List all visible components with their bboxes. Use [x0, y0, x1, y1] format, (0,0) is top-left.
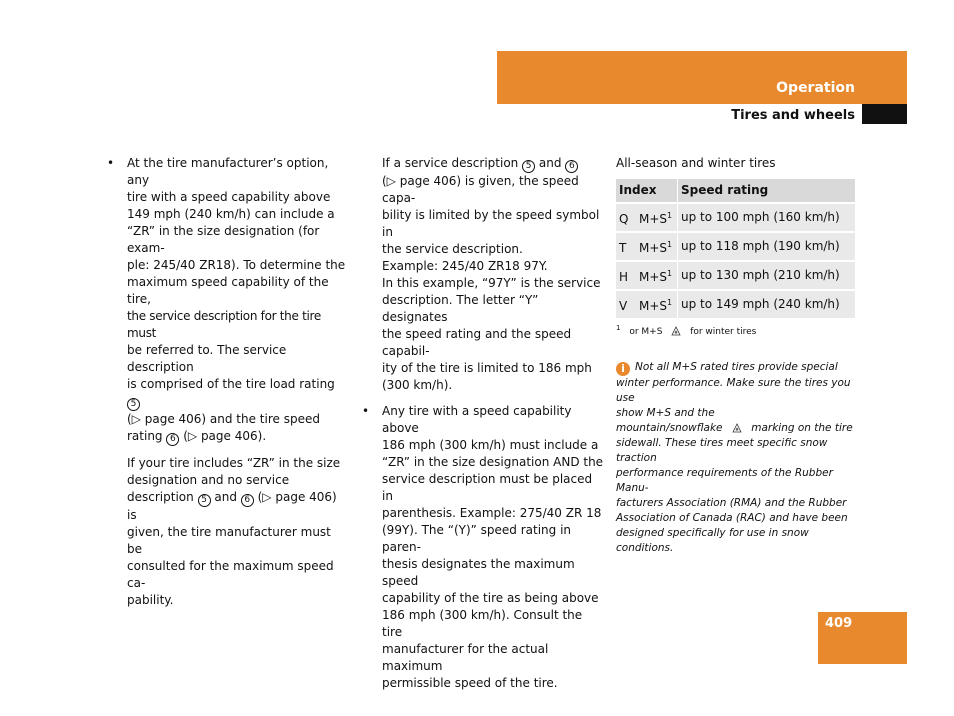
callout-5-icon: 5: [198, 494, 211, 507]
text-line: parenthesis. Example: 275/40 ZR 18: [382, 506, 602, 520]
text-line: consulted for the maximum speed ca-: [127, 559, 334, 590]
text-line: (99Y). The “(Y)” speed rating in paren-: [382, 523, 572, 554]
note-line: Not all M+S rated tires provide special: [635, 361, 838, 373]
rating-cell: up to 100 mph (160 km/h): [678, 203, 856, 232]
footnote-ref: 1: [667, 240, 673, 249]
ms-label: M+S: [639, 241, 668, 255]
ms-label: M+S: [639, 212, 668, 226]
page-number: 409: [825, 616, 853, 631]
text-line: If a service description: [382, 156, 519, 170]
note-line: marking on the tire: [751, 422, 853, 434]
subsection-title: Tires and wheels: [731, 108, 855, 123]
index-cell: [616, 290, 678, 318]
bullet-item-zr: [107, 155, 349, 609]
text-line: is comprised of the tire load rating: [127, 377, 335, 391]
note-line: winter performance. Make sure the tires you use: [616, 377, 851, 404]
page-link[interactable]: (▷ page 406) is given, the speed capa-: [382, 174, 579, 205]
note-line: facturers Association (RMA) and the Rubber: [616, 497, 847, 509]
table-row: [616, 232, 856, 261]
callout-5-icon: 5: [522, 160, 535, 173]
text-line: maximum speed capability of the tire,: [127, 275, 329, 306]
speed-code: V: [619, 299, 628, 313]
callout-6-icon: 6: [565, 160, 578, 173]
note-line: sidewall. These tires meet specific snow traction: [616, 437, 828, 464]
text-line: 186 mph (300 km/h) must include a: [382, 438, 599, 452]
text-line: description: [127, 490, 194, 504]
column-header-speed-rating: Speed rating: [678, 179, 856, 203]
note-line: Association of Canada (RAC) and have been: [616, 512, 848, 524]
text-line: 186 mph (300 km/h). Consult the tire: [382, 608, 583, 639]
text-line: and: [538, 156, 562, 170]
text-line: be referred to. The service description: [127, 343, 287, 374]
info-icon: i: [616, 362, 630, 376]
bullet-marker: •: [107, 156, 115, 170]
text-line: pability.: [127, 593, 174, 607]
footnote-ref: 1: [667, 298, 673, 307]
ms-label: M+S: [639, 270, 668, 284]
speed-rating-table: [616, 179, 856, 318]
column-header-index: Index: [616, 179, 678, 203]
column-3: [616, 155, 856, 556]
footnote-text: for winter tires: [690, 327, 757, 337]
info-note: [616, 360, 856, 556]
text-line: the service description.: [382, 242, 523, 256]
bullet-marker: •: [362, 404, 370, 418]
footnote-mark: 1: [616, 324, 621, 332]
table-footnote: [616, 322, 856, 338]
text-line: (300 km/h).: [382, 378, 453, 392]
text-line: “ZR” in the size designation AND the: [382, 455, 604, 469]
page-number-box: [818, 612, 907, 664]
text-line: the speed rating and the speed capabil-: [382, 327, 572, 358]
mountain-snowflake-icon: [671, 326, 681, 336]
footnote-text: or M+S: [629, 327, 663, 337]
index-cell: [616, 261, 678, 290]
text-line: given, the tire manufacturer must be: [127, 525, 331, 556]
text-line: service description must be placed in: [382, 472, 593, 503]
index-cell: [616, 203, 678, 232]
text-line: ple: 245/40 ZR18). To determine the: [127, 258, 346, 272]
rating-cell: up to 118 mph (190 km/h): [678, 232, 856, 261]
table-row: [616, 290, 856, 318]
paragraph: [127, 455, 349, 609]
callout-6-icon: 6: [166, 433, 179, 446]
bullet-item-zr-parenthesis: [362, 403, 604, 692]
text-line: and: [214, 490, 237, 504]
note-line: designed specifically for use in snow conditions.: [616, 527, 809, 554]
text-line: 149 mph (240 km/h) can include a: [127, 207, 335, 221]
note-line: mountain/snowflake: [616, 422, 723, 434]
callout-6-icon: 6: [241, 494, 254, 507]
speed-code: T: [619, 241, 627, 255]
note-line: show M+S and the: [616, 407, 715, 419]
text-line: manufacturer for the actual maximum: [382, 642, 549, 673]
text-line: In this example, “97Y” is the service: [382, 276, 601, 290]
paragraph: [127, 155, 349, 446]
mountain-snowflake-icon: [732, 423, 742, 433]
text-line: rating: [127, 429, 163, 443]
speed-code: H: [619, 270, 629, 284]
header-bar: [497, 51, 907, 104]
text-line: “ZR” in the size designation (for exam-: [127, 224, 320, 255]
column-1: [107, 155, 349, 618]
text-line: permissible speed of the tire.: [382, 676, 558, 690]
section-title: Operation: [776, 80, 855, 96]
text-line: ity of the tire is limited to 186 mph: [382, 361, 592, 375]
column-2: [362, 155, 604, 701]
text-line: At the tire manufacturer’s option, any: [127, 156, 329, 187]
page-link[interactable]: (▷ page 406) and the tire speed: [127, 412, 320, 426]
footnote-ref: 1: [667, 211, 673, 220]
rating-cell: up to 130 mph (210 km/h): [678, 261, 856, 290]
paragraph: [382, 155, 604, 394]
text-line: description. The letter “Y” designates: [382, 293, 539, 324]
text-line: the service description for the tire must: [127, 309, 321, 340]
rating-cell: up to 149 mph (240 km/h): [678, 290, 856, 318]
table-row: [616, 261, 856, 290]
page-link[interactable]: (▷ page 406).: [183, 429, 267, 443]
table-header-row: [616, 179, 856, 203]
speed-code: Q: [619, 212, 629, 226]
text-line: bility is limited by the speed symbol in: [382, 208, 600, 239]
text-line: capability of the tire as being above: [382, 591, 599, 605]
text-line: designation and no service: [127, 473, 290, 487]
text-line: Example: 245/40 ZR18 97Y.: [382, 259, 548, 273]
table-row: [616, 203, 856, 232]
ms-label: M+S: [639, 299, 668, 313]
text-line: thesis designates the maximum speed: [382, 557, 575, 588]
text-line: If your tire includes “ZR” in the size: [127, 456, 341, 470]
note-line: performance requirements of the Rubber Manu-: [616, 467, 833, 494]
paragraph: [382, 403, 604, 692]
text-line: tire with a speed capability above: [127, 190, 331, 204]
text-line: Any tire with a speed capability above: [382, 404, 572, 435]
page-link[interactable]: (▷ page 406) is: [127, 490, 337, 522]
index-cell: [616, 232, 678, 261]
callout-5-icon: 5: [127, 398, 140, 411]
table-title: All-season and winter tires: [616, 156, 776, 170]
section-tab-marker: [862, 104, 907, 124]
footnote-ref: 1: [667, 269, 673, 278]
